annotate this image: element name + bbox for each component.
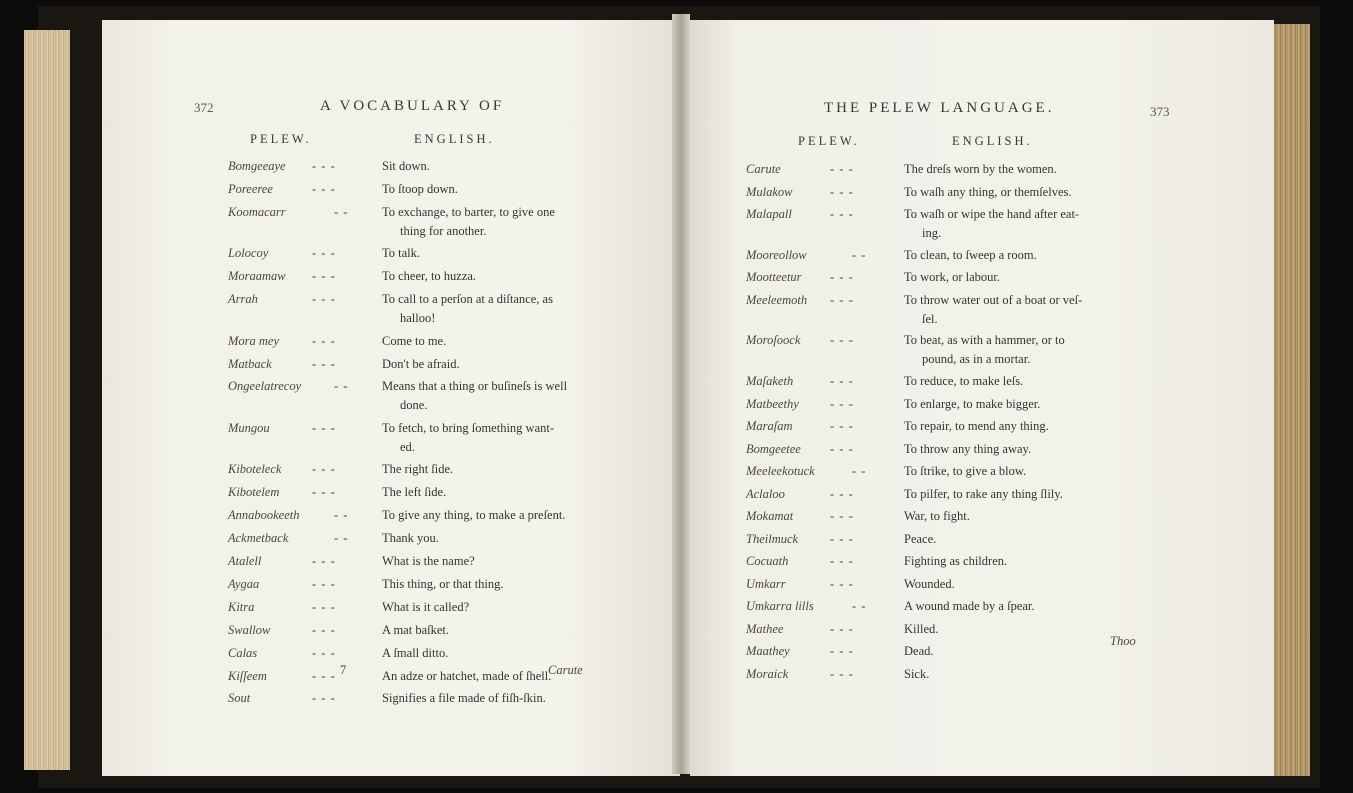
leader-dashes: - - -: [830, 419, 854, 434]
definition-line: A wound made by a ſpear.: [904, 599, 1035, 614]
english-definition: [382, 667, 551, 686]
pelew-word: Bomgeetee: [746, 441, 801, 456]
leader-dashes: - -: [334, 204, 349, 219]
definition-line: What is the name?: [382, 554, 475, 568]
leader-dashes: - - -: [312, 420, 336, 435]
pelew-word: Umkarra lills: [746, 599, 814, 614]
definition-line: War, to fight.: [904, 509, 970, 524]
leader-dashes: - - -: [830, 554, 854, 569]
leader-dashes: - - -: [312, 269, 336, 284]
leader-dashes: - - -: [312, 356, 336, 371]
leader-dashes: - - -: [312, 246, 336, 261]
signature-mark: 7: [340, 663, 347, 677]
definition-line: halloo!: [400, 311, 436, 326]
english-definition: [904, 183, 1072, 202]
page-edges-right: [1272, 24, 1310, 776]
pelew-word: Meeleemoth: [746, 292, 808, 307]
english-definition: [382, 506, 565, 525]
english-definition: [904, 575, 955, 594]
english-definition: [382, 267, 476, 286]
leader-dashes: - - -: [830, 333, 854, 348]
english-definition: [382, 529, 439, 548]
english-definition: [904, 642, 934, 661]
pelew-word: Malapall: [746, 207, 792, 221]
definition-line: To reduce, to make leſs.: [904, 374, 1024, 389]
right-page: [690, 20, 1274, 776]
pelew-word: Mungou: [228, 420, 270, 435]
english-definition: [382, 552, 475, 571]
leader-dashes: - -: [852, 599, 867, 614]
leader-dashes: - -: [334, 531, 349, 546]
pelew-word: Kitra: [228, 599, 255, 614]
leader-dashes: - - -: [830, 374, 854, 389]
pelew-word: Maſaketh: [746, 374, 794, 389]
english-definition: [904, 485, 1063, 504]
pelew-word: Lolocoy: [228, 246, 269, 261]
pelew-word: Moraick: [746, 666, 789, 681]
page-number: 373: [1150, 104, 1170, 119]
pelew-word: Ackmetback: [228, 531, 289, 546]
pelew-word: Meeleekotuck: [746, 464, 815, 479]
leader-dashes: - - -: [830, 184, 854, 199]
english-definition: [382, 575, 504, 594]
pelew-word: Kibotelem: [228, 485, 280, 500]
english-definition: [382, 290, 553, 328]
definition-line: Don't be afraid.: [382, 356, 460, 371]
leader-dashes: - - -: [312, 333, 336, 348]
english-definition: [904, 665, 929, 684]
definition-line: The dreſs worn by the women.: [904, 162, 1057, 176]
definition-line: done.: [400, 398, 428, 413]
english-definition: [382, 419, 554, 457]
english-definition: [382, 460, 453, 479]
english-definition: [904, 395, 1040, 414]
leader-dashes: - - -: [830, 621, 854, 636]
english-definition: [904, 331, 1065, 369]
english-definition: [904, 507, 970, 526]
pelew-word: Matback: [228, 356, 272, 371]
pelew-word: Koomacarr: [228, 204, 286, 219]
definition-line: To repair, to mend any thing.: [904, 419, 1049, 434]
pelew-word: Moraamaw: [228, 269, 286, 284]
leader-dashes: - - -: [830, 576, 854, 591]
definition-line: Fighting as children.: [904, 554, 1008, 569]
leader-dashes: - -: [334, 379, 349, 394]
definition-line: To exchange, to barter, to give one: [382, 204, 555, 219]
definition-line: A mat baſket.: [382, 622, 449, 637]
definition-line: To waſh or wipe the hand after eat-: [904, 207, 1080, 221]
definition-line: thing for another.: [400, 223, 487, 238]
definition-line: The left ſide.: [382, 485, 447, 500]
pelew-word: Carute: [746, 162, 781, 176]
english-definition: [382, 157, 430, 176]
definition-line: To call to a perſon at a diſtance, as: [382, 292, 553, 307]
english-definition: [904, 205, 1079, 243]
english-definition: [382, 598, 469, 617]
english-definition: [904, 462, 1026, 481]
page-edges-left: [24, 30, 70, 770]
leader-dashes: - - -: [312, 485, 336, 500]
leader-dashes: - - -: [830, 162, 854, 176]
definition-line: To enlarge, to make bigger.: [904, 396, 1041, 411]
leader-dashes: - -: [334, 508, 349, 523]
definition-line: To ſtrike, to give a blow.: [904, 464, 1027, 479]
pelew-word: Mooreollow: [746, 247, 807, 262]
definition-line: Sick.: [904, 666, 930, 681]
pelew-word: Kiboteleck: [228, 462, 282, 477]
english-definition: [904, 160, 1057, 179]
definition-line: ed.: [400, 439, 415, 454]
leader-dashes: - - -: [830, 270, 854, 285]
catchword: Thoo: [1110, 634, 1136, 648]
english-definition: [382, 689, 546, 708]
english-definition: [904, 246, 1037, 265]
definition-line: Come to me.: [382, 333, 447, 348]
definition-line: To fetch, to bring ſomething want-: [382, 420, 555, 435]
definition-line: Thank you.: [382, 531, 439, 546]
leader-dashes: - - -: [312, 645, 336, 660]
leader-dashes: - - -: [312, 599, 336, 614]
definition-line: An adze or hatchet, made of ſhell.: [382, 668, 552, 683]
leader-dashes: - - -: [830, 509, 854, 524]
pelew-word: Mokamat: [746, 509, 794, 524]
definition-line: pound, as in a mortar.: [922, 352, 1031, 367]
pelew-word: Kiſſeem: [228, 668, 267, 683]
running-head: A VOCABULARY OF: [320, 98, 505, 114]
english-definition: [904, 291, 1082, 329]
pelew-word: Moroſoock: [746, 333, 801, 348]
definition-line: To ſtoop down.: [382, 181, 458, 196]
pelew-word: Matbeethy: [746, 396, 799, 411]
leader-dashes: - - -: [312, 576, 336, 591]
book-gutter: [672, 14, 690, 774]
definition-line: ing.: [922, 226, 942, 240]
english-definition: [382, 621, 449, 640]
leader-dashes: - - -: [830, 292, 854, 307]
english-definition: [382, 332, 446, 351]
leader-dashes: - - -: [312, 462, 336, 477]
english-definition: [904, 620, 938, 639]
left-page: [102, 20, 680, 776]
english-definition: [382, 483, 446, 502]
pelew-word: Maathey: [746, 644, 790, 659]
leader-dashes: - -: [852, 464, 867, 479]
page-number: 372: [194, 100, 214, 115]
definition-line: To throw water out of a boat or veſ-: [904, 292, 1083, 307]
definition-line: To throw any thing away.: [904, 441, 1032, 456]
pelew-word: Mathee: [746, 621, 784, 636]
catchword: Carute: [548, 663, 583, 677]
english-definition: [904, 268, 1000, 287]
column-head-english: ENGLISH.: [414, 132, 495, 146]
definition-line: This thing, or that thing.: [382, 576, 504, 591]
pelew-word: Theilmuck: [746, 531, 799, 546]
leader-dashes: - - -: [830, 441, 854, 456]
english-definition: [904, 372, 1023, 391]
pelew-word: Umkarr: [746, 576, 786, 591]
leader-dashes: - - -: [830, 486, 854, 501]
column-head-english: ENGLISH.: [952, 134, 1033, 148]
definition-line: A ſmall ditto.: [382, 645, 449, 660]
pelew-word: Arrah: [228, 292, 258, 307]
definition-line: Signifies a file made of fiſh-ſkin.: [382, 691, 546, 706]
definition-line: The right ſide.: [382, 462, 454, 477]
pelew-word: Annabookeeth: [228, 508, 300, 523]
definition-line: To give any thing, to make a preſent.: [382, 508, 566, 523]
english-definition: [904, 417, 1049, 436]
definition-line: To waſh any thing, or themſelves.: [904, 184, 1072, 199]
pelew-word: Aclaloo: [746, 486, 785, 501]
column-head-pelew: PELEW.: [798, 134, 860, 148]
definition-line: ſel.: [922, 311, 938, 326]
english-definition: [904, 530, 936, 549]
pelew-word: Bomgeeaye: [228, 159, 286, 173]
leader-dashes: - - -: [830, 644, 854, 659]
definition-line: To cheer, to huzza.: [382, 269, 477, 284]
leader-dashes: - - -: [830, 396, 854, 411]
leader-dashes: - -: [852, 247, 867, 262]
definition-line: Killed.: [904, 621, 939, 636]
english-definition: [382, 377, 567, 415]
definition-line: To beat, as with a hammer, or to: [904, 333, 1065, 348]
column-head-pelew: PELEW.: [250, 132, 312, 146]
running-head: THE PELEW LANGUAGE.: [824, 100, 1055, 116]
pelew-word: Aygaa: [228, 576, 260, 591]
pelew-word: Ongeelatrecoy: [228, 379, 302, 394]
leader-dashes: - - -: [312, 622, 336, 637]
pelew-word: Mootteetur: [746, 270, 802, 285]
definition-line: To talk.: [382, 246, 421, 261]
definition-line: To work, or labour.: [904, 270, 1000, 285]
definition-line: Wounded.: [904, 576, 955, 591]
english-definition: [382, 355, 460, 374]
pelew-word: Mulakow: [746, 184, 793, 199]
leader-dashes: - - -: [830, 531, 854, 546]
leader-dashes: - - -: [830, 666, 854, 681]
leader-dashes: - - -: [312, 691, 336, 706]
definition-line: Dead.: [904, 644, 934, 659]
definition-line: What is it called?: [382, 599, 470, 614]
pelew-word: Poreeree: [228, 181, 273, 196]
pelew-word: Maraſam: [746, 419, 793, 434]
english-definition: [382, 244, 420, 263]
definition-line: Means that a thing or buſineſs is well: [382, 379, 568, 394]
leader-dashes: - - -: [312, 159, 336, 173]
pelew-word: Mora mey: [228, 333, 280, 348]
english-definition: [382, 180, 458, 199]
english-definition: [382, 644, 448, 663]
definition-line: To pilfer, to rake any thing ſlily.: [904, 486, 1063, 501]
pelew-word: Calas: [228, 645, 258, 660]
definition-line: Peace.: [904, 531, 937, 546]
definition-line: To clean, to ſweep a room.: [904, 247, 1037, 262]
pelew-word: Sout: [228, 691, 251, 706]
leader-dashes: - - -: [312, 668, 336, 683]
pelew-word: Atalell: [228, 554, 262, 568]
english-definition: [904, 597, 1035, 616]
leader-dashes: - - -: [312, 292, 336, 307]
definition-line: Sit down.: [382, 159, 430, 173]
pelew-word: Swallow: [228, 622, 271, 637]
english-definition: [904, 440, 1031, 459]
leader-dashes: - - -: [312, 554, 336, 568]
leader-dashes: - - -: [312, 181, 336, 196]
pelew-word: Cocuath: [746, 554, 789, 569]
english-definition: [382, 203, 555, 241]
leader-dashes: - - -: [830, 207, 854, 221]
english-definition: [904, 552, 1007, 571]
